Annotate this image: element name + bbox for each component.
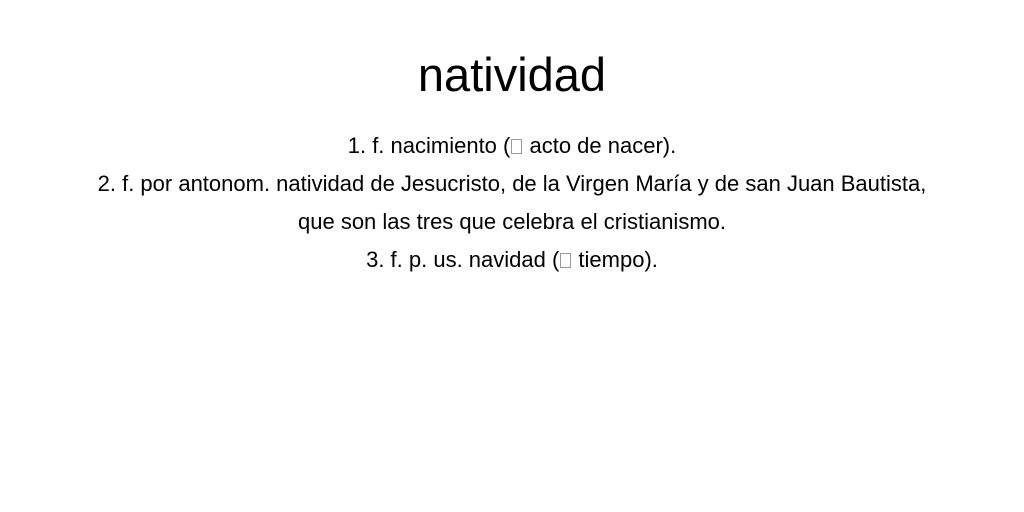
- definition-1-text-start: 1. f. nacimiento (: [347, 133, 511, 158]
- definitions-list: [80, 127, 944, 279]
- definition-3-text-end: tiempo).: [572, 247, 658, 272]
- missing-glyph-icon: [560, 253, 571, 268]
- definition-2: [80, 165, 944, 241]
- definition-3: [80, 241, 944, 279]
- headword-title: natividad: [417, 48, 607, 101]
- missing-glyph-icon: [511, 139, 522, 154]
- definition-1: [80, 127, 944, 165]
- definition-1-text-end: acto de nacer).: [523, 133, 677, 158]
- definition-3-text-start: 3. f. p. us. navidad (: [366, 247, 560, 272]
- definition-2-text: 2. f. por antonom. natividad de Jesucristo, de la Virgen María y de san Juan Bautista, que son las tres que celebra el cristianismo.: [97, 171, 927, 234]
